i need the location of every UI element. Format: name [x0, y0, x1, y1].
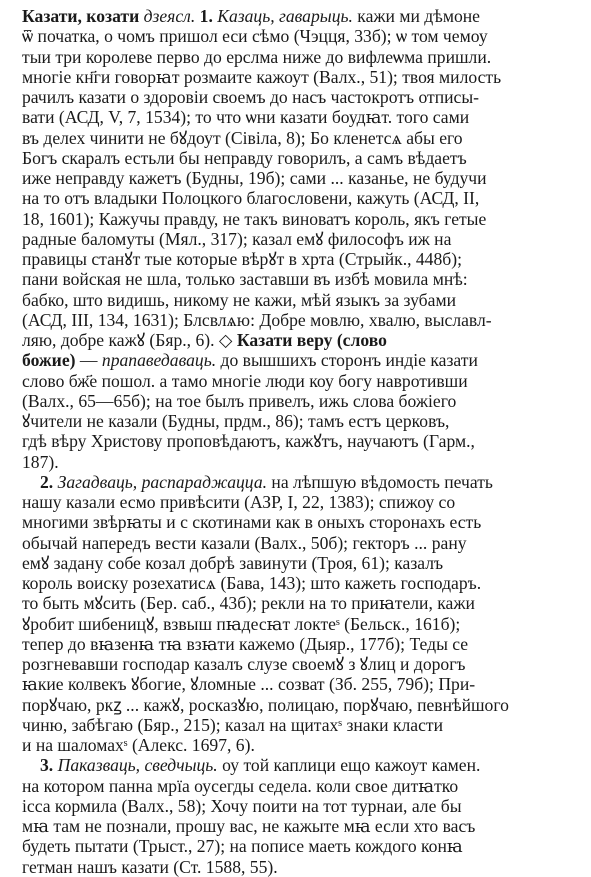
- text-run: вати (АСД, V, 7, 1534); то что ѡни казати боудꙗт. того сами: [22, 107, 470, 128]
- text-run: (Валх., 65—65б); на тое былъ привелъ, ижь слова божіего: [22, 390, 457, 411]
- bold-text: Казати, козати: [22, 6, 140, 26]
- text-line: [22, 654, 466, 674]
- text-run: на лѣпшую вѣдомость печать: [267, 471, 493, 492]
- text-line: [22, 47, 491, 67]
- text-line: [22, 573, 481, 593]
- text-run: 187).: [22, 451, 59, 472]
- text-run: бабко, што видишь, никому не кажи, мѣй языкъ за зубами: [22, 289, 456, 310]
- text-run: многими звѣрꙗты и с скотинами как в оныхъ сторонахъ есть: [22, 512, 482, 533]
- italic-text: Казаць, гаварыць.: [217, 6, 353, 26]
- text-run: порꙋчаю, ркꙁ ... кажꙋ, росказꙋю, полицаю, порꙋчаю, певнѣйшого: [22, 694, 509, 715]
- text-run: въ делех чинити не бꙋдоут (Сівіла, 8); Бо кленетсѧ абы его: [22, 127, 463, 148]
- text-line: [22, 431, 475, 451]
- text-line: [22, 26, 488, 46]
- text-line: [22, 249, 462, 269]
- text-run: ісса кормила (Валх., 58); Хочу поити на тот турнаи, але бы: [22, 795, 462, 816]
- text-line: [22, 816, 475, 836]
- text-run: ꙋчители не казали (Будны, прдм., 86); тамъ естъ церковъ,: [22, 411, 450, 431]
- text-run: оу той каплици ещо кажоут камен.: [217, 755, 481, 776]
- text-line: [22, 411, 449, 431]
- text-run: на то отъ владыки Полоцкого благословени, кажуть (АСД, II,: [22, 188, 480, 209]
- text-run: радные баломуты (Мял., 317); казал емꙋ философъ иж на: [22, 228, 452, 249]
- text-run: ѿ початка, о чомъ пришол еси сѣмо (Чэцця, 33б); ѡ том чемоу: [22, 26, 488, 47]
- text-line: [22, 290, 456, 310]
- text-run: то быть мꙋсить (Бер. саб., 43б); рекли на то приꙗтели, кажи: [22, 593, 475, 614]
- text-line: [22, 229, 451, 249]
- text-line: [22, 735, 255, 755]
- text-line: [40, 472, 493, 492]
- text-line: [22, 107, 469, 127]
- text-line: [22, 350, 478, 370]
- text-line: [22, 330, 387, 350]
- text-run: на котором панна мрїа оусегды седела. коли свое дитꙗтко: [22, 775, 459, 796]
- text-run: розгневавши господар казалъ слузе своемꙋ з ꙋлиц и дорогъ: [22, 654, 466, 674]
- text-run: иже неправду кажетъ (Будны, 19б); сами ... казанье, не будучи: [22, 168, 487, 188]
- text-line: [22, 310, 492, 330]
- bold-text: божие): [22, 350, 76, 371]
- text-run: кажи ми дѣмоне: [352, 6, 480, 26]
- text-run: будеть пытати (Трыст., 27); на пописе маеть кождого конꙗ: [22, 836, 463, 857]
- text-run: обычай напередъ вести казали (Валх., 50б); гекторъ ... рану: [22, 532, 467, 553]
- text-line: [22, 614, 460, 634]
- text-run: Богъ скаралъ естьли бы неправду говорилъ, а самъ вѣдаетъ: [22, 147, 467, 168]
- text-line: [22, 836, 463, 856]
- text-run: 18, 1601); Кажучы правду, не такъ виноватъ король, якъ гетые: [22, 208, 487, 229]
- text-run: ꙋробит шибеницꙋ, взвыш пꙗдесꙗт локтеˢ (Бельск., 161б);: [22, 613, 461, 634]
- text-run: гдѣ вѣру Христову проповѣдаютъ, кажꙋтъ, научаютъ (Гарм.,: [22, 431, 475, 452]
- text-run: нашу казали есмо привѣсити (АЗР, I, 22, 1383); спижоу со: [22, 492, 456, 512]
- text-run: —: [75, 350, 102, 371]
- text-run: рачилъ казати о здоровіи своемъ до насъ частокротъ отписы-: [22, 87, 480, 107]
- text-line: [22, 148, 467, 168]
- text-line: [22, 128, 463, 148]
- text-line: [22, 6, 480, 26]
- text-run: многіе кн҃ги говорꙗт розмаите кажоут (Валх., 51); твоя милость: [22, 66, 502, 87]
- text-line: [22, 553, 443, 573]
- text-run: (АСД, III, 134, 1631); Блсвлѧю: Добре мовлю, хвалю, выславл-: [22, 309, 492, 330]
- text-run: правицы станꙋт тые которые вѣрꙋт в хрта (Стрыйк., 448б);: [22, 249, 462, 269]
- text-run: тыи три королеве перво до ерслма ниже до вифлеѡма пришли.: [22, 46, 492, 67]
- text-run: до вышшихъ сторонъ индіе казати: [216, 350, 478, 371]
- text-run: гетман нашъ казати (Ст. 1588, 55).: [22, 856, 278, 877]
- text-line: [40, 755, 480, 775]
- text-line: [22, 391, 456, 411]
- text-run: емꙋ задану собе козал добрѣ завинути (Троя, 61); казалъ: [22, 552, 444, 573]
- text-line: [22, 857, 278, 877]
- text-line: [22, 634, 468, 654]
- text-run: ляю, добре кажꙋ (Бяр., 6). ◇: [22, 330, 237, 350]
- text-line: [22, 512, 481, 532]
- text-run: пани войская не шла, только заставши въ избѣ мовила мнѣ:: [22, 269, 468, 290]
- bold-text: 1.: [199, 6, 213, 26]
- text-run: и на шаломахˢ (Алекс. 1697, 6).: [22, 735, 255, 755]
- text-line: [22, 269, 468, 289]
- text-line: [22, 452, 59, 472]
- text-line: [22, 371, 468, 391]
- italic-text: прапаведаваць.: [101, 350, 217, 371]
- text-line: [22, 695, 509, 715]
- text-line: [22, 796, 462, 816]
- text-line: [22, 168, 487, 188]
- text-line: [22, 674, 475, 694]
- bold-text: 2.: [40, 471, 54, 492]
- bold-text: Казати веру (слово: [236, 330, 387, 350]
- text-line: [22, 776, 458, 796]
- text-run: мꙗ там не познали, прошу вас, не кажыте мꙗ если хто васъ: [22, 816, 476, 836]
- bold-text: 3.: [40, 755, 54, 776]
- italic-text: Загадваць, распараджацца.: [57, 471, 268, 492]
- text-line: [22, 67, 501, 87]
- text-line: [22, 715, 443, 735]
- text-line: [22, 209, 486, 229]
- italic-text: дзеясл.: [143, 6, 196, 26]
- italic-text: Паказваць, сведчыць.: [57, 755, 218, 776]
- text-run: король воиску розехатисѧ (Бава, 143); што кажеть господаръ.: [22, 573, 482, 593]
- text-line: [22, 87, 479, 107]
- text-run: ꙗкие колвекъ ꙋбогие, ꙋломные ... созват (Зб. 255, 79б); При-: [22, 674, 476, 695]
- text-line: [22, 188, 479, 208]
- text-run: чиню, забѣгаю (Бяр., 215); казал на щитахˢ знаки класти: [22, 714, 444, 735]
- text-line: [22, 533, 467, 553]
- text-line: [22, 593, 475, 613]
- text-run: слово бж҃е пошол. а тамо многіе люди коу богу навротивши: [22, 370, 468, 391]
- text-run: тепер до вꙗзенꙗ тꙗ взꙗти кажемо (Дыяр., 177б); Теды се: [22, 633, 469, 654]
- text-line: [22, 492, 455, 512]
